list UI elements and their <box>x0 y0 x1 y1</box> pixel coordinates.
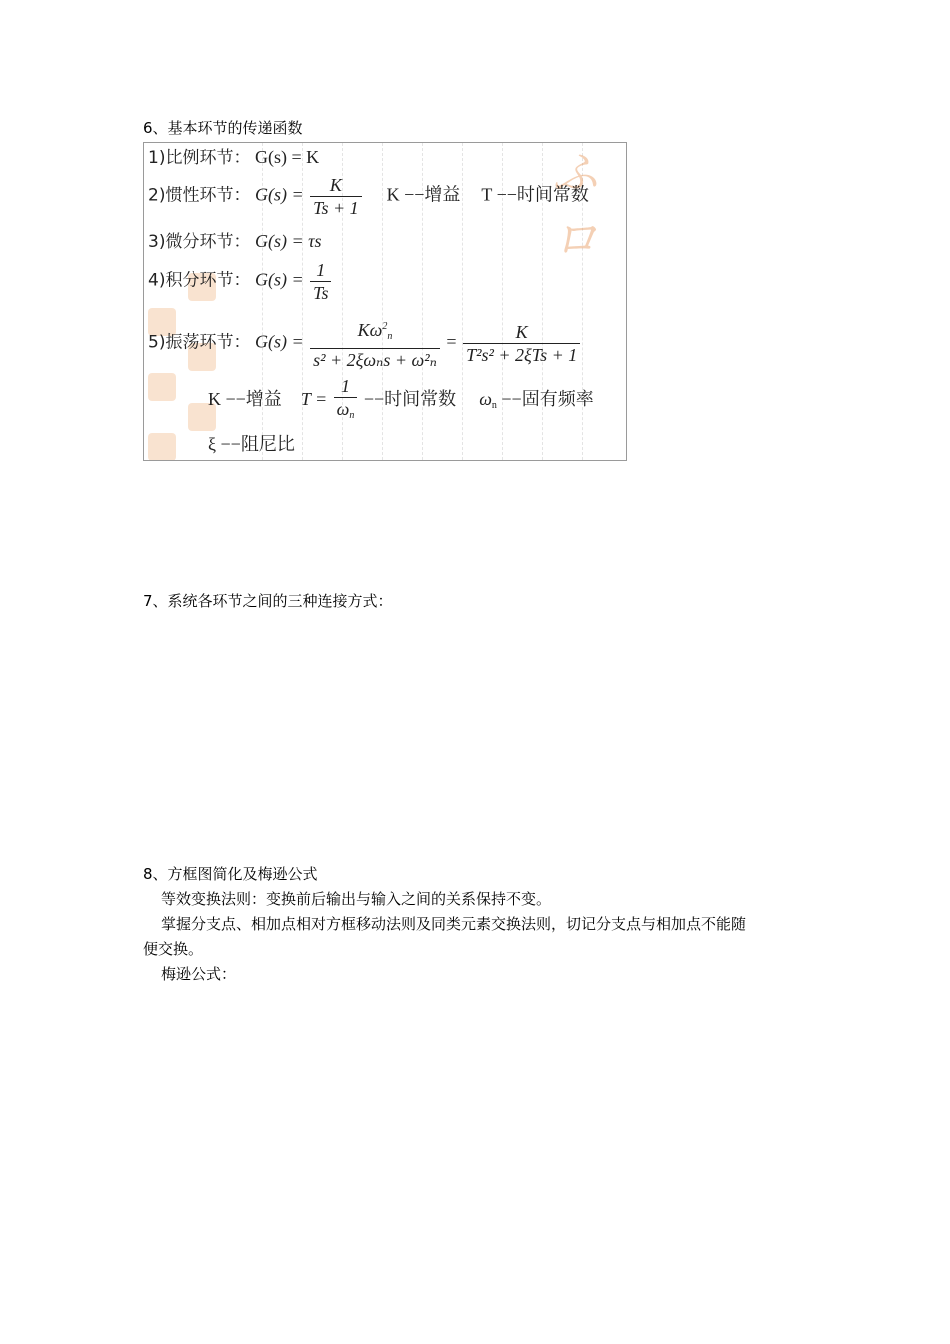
formula-oscillation: 5)振荡环节： G(s) = $\frac{K\omega^2_n}{\text{s² + 2ξωₙs + ω²ₙ}}$ = $\frac{K}{\text{T²s² + 2ξTs + 1}}$ <box>148 317 582 370</box>
equivalence-rule-text: 等效变换法则：变换前后输出与输入之间的关系保持不变。 <box>161 890 552 908</box>
section-8-heading: 8、方框图简化及梅逊公式 <box>143 865 318 883</box>
watermark-stamp <box>148 433 176 461</box>
formula-differential: 3)微分环节： G(s) = τs <box>148 231 322 252</box>
watermark-stamp <box>148 373 176 401</box>
watermark-seal: ふロ <box>552 146 598 266</box>
section-7-heading: 7、系统各环节之间的三种连接方式： <box>143 592 393 610</box>
formula-inertia: 2)惯性环节： G(s) = $\frac{K}{Ts + 1}$ K −−增益 T −−时间常数 <box>148 175 589 218</box>
mason-formula-label: 梅逊公式： <box>161 965 237 983</box>
formula-damping-ratio: ξ −−阻尼比 <box>208 434 295 454</box>
transfer-function-formula-image <box>143 142 627 461</box>
movement-rule-text-line1: 掌握分支点、相加点相对方框移动法则及同类元素交换法则，切记分支点与相加点不能随 <box>161 915 747 933</box>
section-6-heading: 6、基本环节的传递函数 <box>143 119 303 137</box>
formula-oscillation-notes: K −−增益 T = $\frac{1}{\omega_n}$ −−时间常数 $\omega_n$ −−固有频率 <box>208 376 594 421</box>
formula-integral: 4)积分环节： G(s) = $\frac{1}{Ts}$ <box>148 260 333 303</box>
movement-rule-text-line2: 便交换。 <box>143 940 204 958</box>
formula-proportional: 1)比例环节： G(s) = K <box>148 147 320 168</box>
